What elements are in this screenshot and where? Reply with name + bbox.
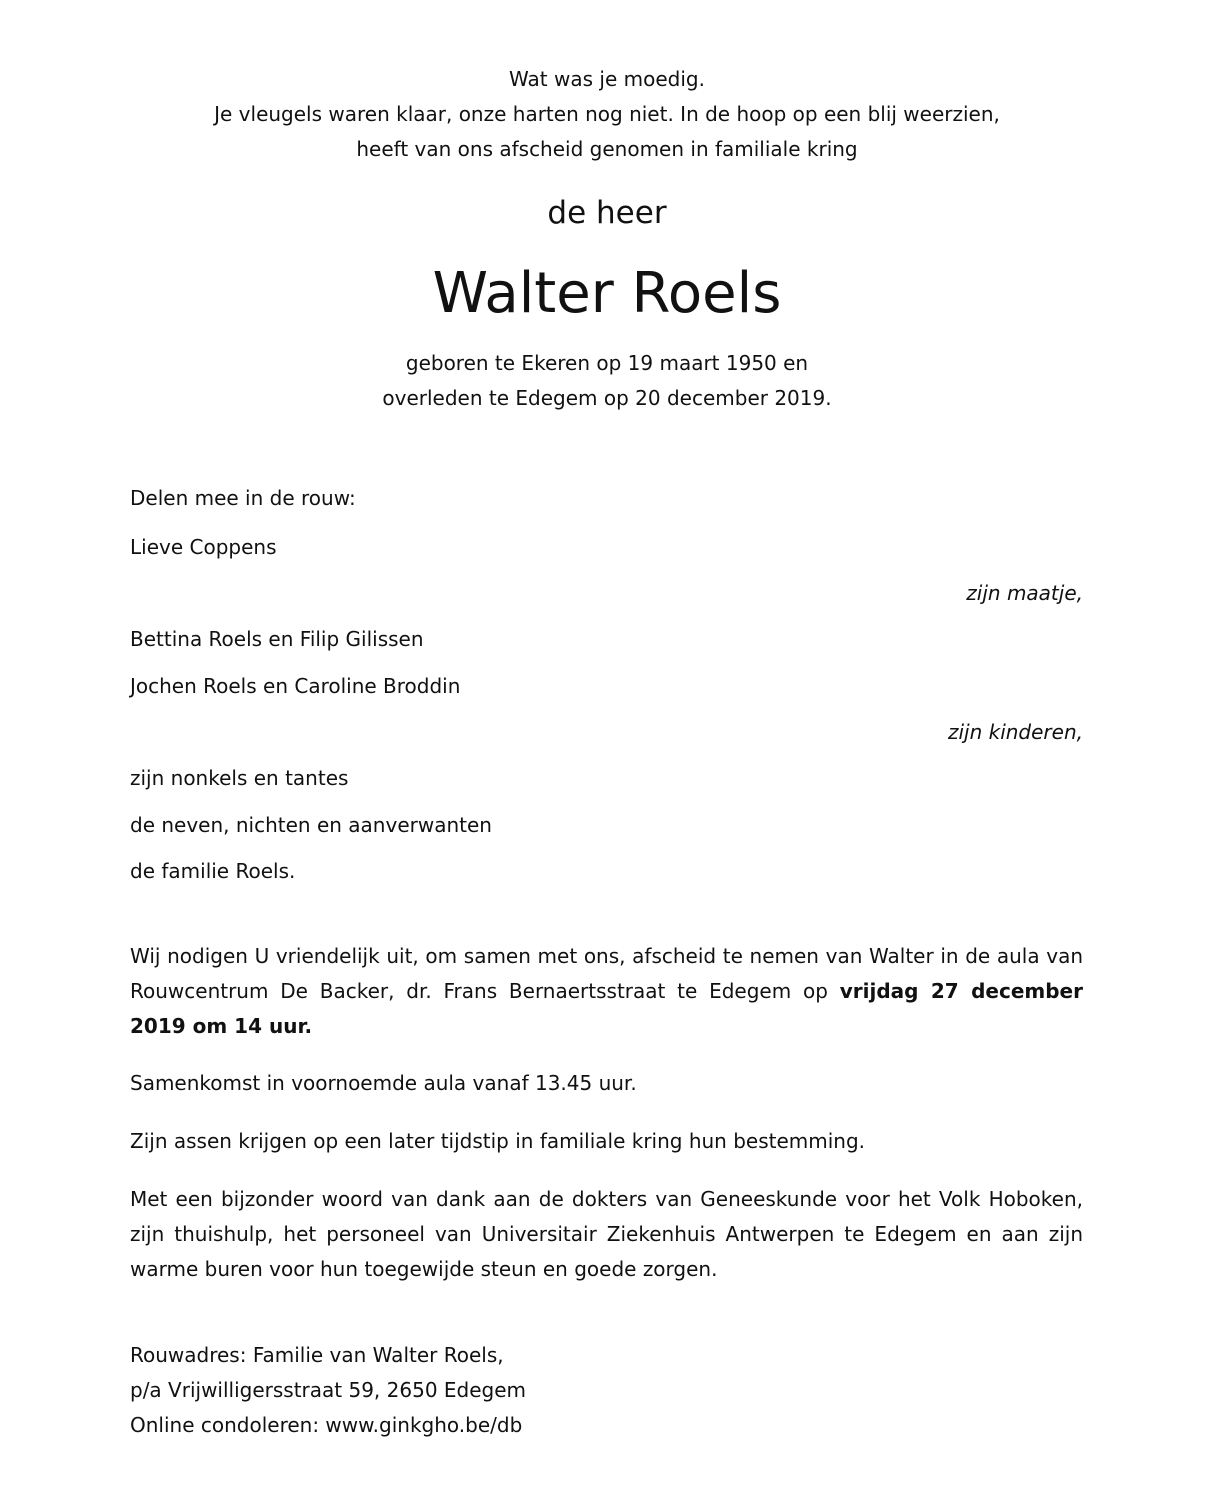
intro-line-2: Je vleugels waren klaar, onze harten nog niet. In de hoop op een blij weerzien, xyxy=(214,102,1000,126)
invitation-text: Wij nodigen U vriendelijk uit, om samen met ons, afscheid te nemen van Walter in de aula van Rouwcentrum De Backer, dr. Frans Bernaertsstraat te Edegem op xyxy=(130,944,1083,1003)
birth-line: geboren te Ekeren op 19 maart 1950 en xyxy=(405,351,809,375)
ashes-paragraph: Zijn assen krijgen op een later tijdstip in familiale kring hun bestemming. xyxy=(130,1129,866,1153)
mourner-child-1: Bettina Roels en Filip Gilissen xyxy=(130,627,424,651)
gathering-paragraph: Samenkomst in voornoemde aula vanaf 13.45 uur. xyxy=(130,1071,637,1095)
address-line-2: p/a Vrijwilligersstraat 59, 2650 Edegem xyxy=(130,1378,527,1402)
intro-line-1: Wat was je moedig. xyxy=(509,67,705,91)
mourner-family-2: de neven, nichten en aanverwanten xyxy=(130,813,492,837)
intro-text xyxy=(0,62,1214,167)
invitation-date: vrijdag 27 december 2019 om 14 uur. xyxy=(130,979,1083,1038)
mourner-family-3: de familie Roels. xyxy=(130,859,296,883)
intro-line-3: heeft van ons afscheid genomen in familiale kring xyxy=(356,137,858,161)
death-line: overleden te Edegem op 20 december 2019. xyxy=(382,386,832,410)
address-line-1: Rouwadres: Familie van Walter Roels, xyxy=(130,1343,504,1367)
deceased-name: Walter Roels xyxy=(432,261,782,326)
partner-role: zijn maatje, xyxy=(966,581,1083,605)
mourners-heading: Delen mee in de rouw: xyxy=(130,486,356,510)
thanks-paragraph: Met een bijzonder woord van dank aan de dokters van Geneeskunde voor het Volk Hoboken, zijn thuishulp, het personeel van Universitair Ziekenhuis Antwerpen te Edegem en aan zijn warme buren voor hun toegewijde steun en goede zorgen. xyxy=(130,1187,1083,1281)
mourner-partner: Lieve Coppens xyxy=(130,535,277,559)
title-prefix: de heer xyxy=(547,195,667,231)
life-dates xyxy=(0,346,1214,416)
mourner-family-1: zijn nonkels en tantes xyxy=(130,766,349,790)
mourner-child-2: Jochen Roels en Caroline Broddin xyxy=(130,674,461,698)
condolence-link[interactable]: Online condoleren: www.ginkgho.be/db xyxy=(130,1413,523,1437)
invitation-paragraph xyxy=(130,939,1083,1044)
children-role: zijn kinderen, xyxy=(947,720,1083,744)
